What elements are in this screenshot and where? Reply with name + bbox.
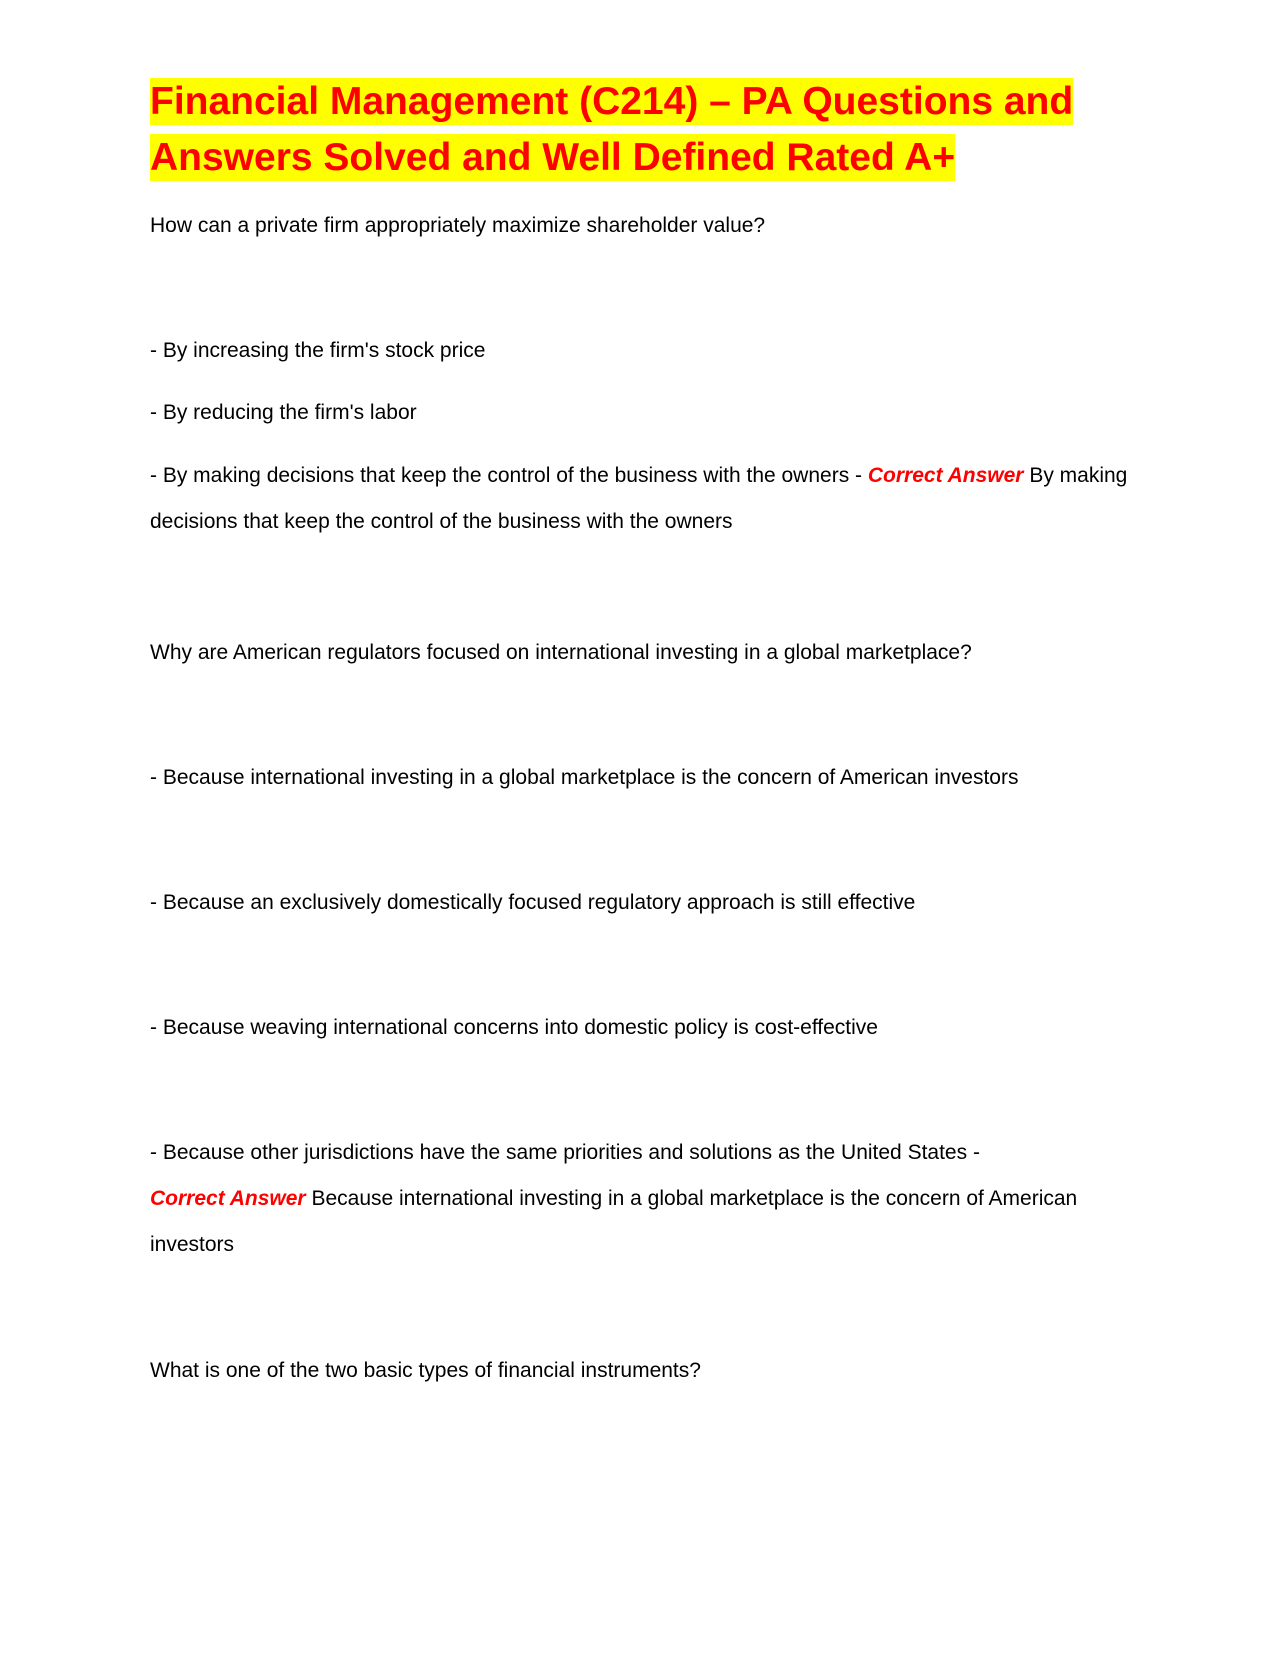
q2-option-4-with-answer <box>150 1130 1140 1268</box>
q2-option-4: - Because other jurisdictions have the same priorities and solutions as the United States - <box>150 1141 980 1164</box>
q1-answer: By making decisions that keep the control of the business with the owners <box>150 464 1128 533</box>
question-2: Why are American regulators focused on international investing in a global marketplace? <box>150 641 972 664</box>
q1-option-3: - By making decisions that keep the control of the business with the owners - <box>150 464 863 487</box>
document-title <box>150 74 1140 186</box>
q2-option-2: - Because an exclusively domestically focused regulatory approach is still effective <box>150 891 916 914</box>
q1-option-2: - By reducing the firm's labor <box>150 401 417 424</box>
correct-answer-label: Correct Answer <box>150 1187 306 1210</box>
document-page <box>150 74 1140 186</box>
q1-option-1: - By increasing the firm's stock price <box>150 339 486 362</box>
q2-option-1: - Because international investing in a global marketplace is the concern of American investors <box>150 766 1019 789</box>
correct-answer-label: Correct Answer <box>867 464 1024 487</box>
q2-answer: Because international investing in a global marketplace is the concern of American investors <box>150 1187 1078 1256</box>
question-3: What is one of the two basic types of financial instruments? <box>150 1359 701 1382</box>
q1-option-3-with-answer <box>150 453 1140 545</box>
question-1: How can a private firm appropriately maximize shareholder value? <box>150 214 766 237</box>
q2-option-3: - Because weaving international concerns into domestic policy is cost-effective <box>150 1016 878 1039</box>
document-title-text: Financial Management (C214) – PA Questions and Answers Solved and Well Defined Rated A+ <box>150 80 1074 179</box>
